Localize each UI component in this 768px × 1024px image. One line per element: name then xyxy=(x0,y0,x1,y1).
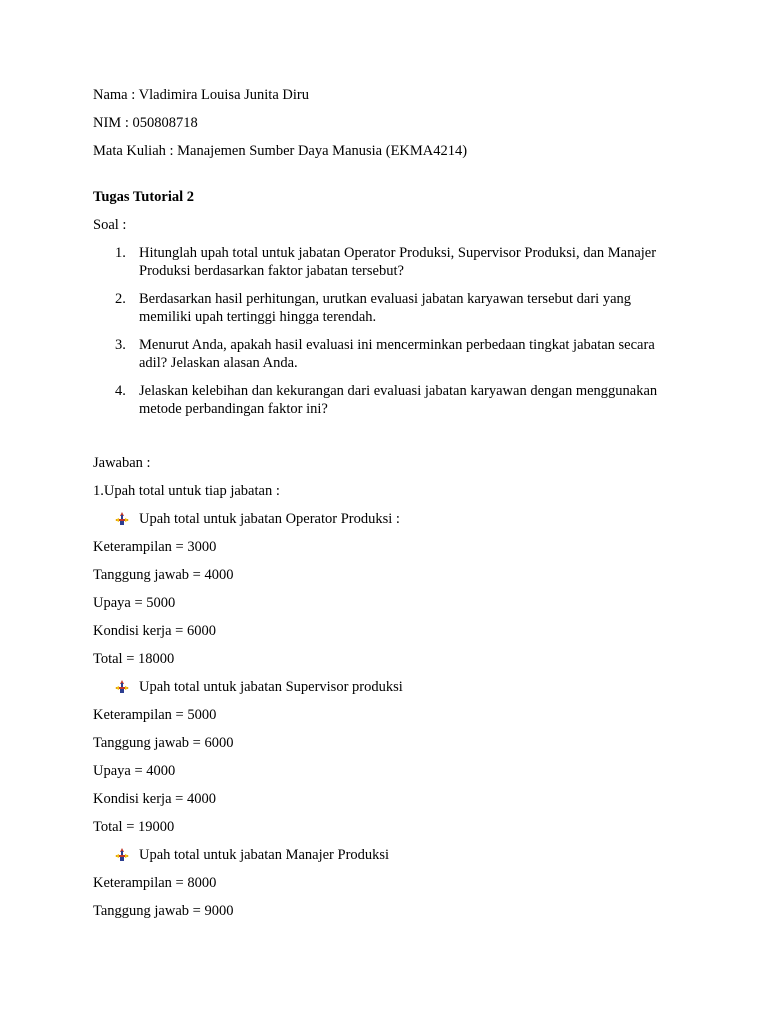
section-heading-supervisor xyxy=(93,678,693,696)
value-line: Keterampilan = 3000 xyxy=(93,539,217,555)
value-line: Upaya = 4000 xyxy=(93,763,176,779)
question-number: 4. xyxy=(115,383,126,399)
questions-list xyxy=(93,244,693,418)
question-text: Berdasarkan hasil perhitungan, urutkan evaluasi jabatan karyawan tersebut dari yang memiliki upah tertinggi hingga terendah. xyxy=(139,291,632,325)
four-color-arrow-bullet-icon xyxy=(115,512,129,526)
question-number: 1. xyxy=(115,245,126,261)
question-number: 3. xyxy=(115,337,126,353)
student-nim: NIM : 050808718 xyxy=(93,115,198,131)
section-heading-manager xyxy=(93,846,693,864)
value-line: Keterampilan = 5000 xyxy=(93,707,217,723)
total-line: Total = 19000 xyxy=(93,819,175,835)
value-line: Upaya = 5000 xyxy=(93,595,176,611)
value-line: Tanggung jawab = 6000 xyxy=(93,735,234,751)
question-text: Hitunglah upah total untuk jabatan Operator Produksi, Supervisor Produksi, dan Manajer Produksi berdasarkan faktor jabatan tersebut? xyxy=(139,245,657,279)
value-line: Keterampilan = 8000 xyxy=(93,875,217,891)
total-line: Total = 18000 xyxy=(93,651,175,667)
section-heading-text: Upah total untuk jabatan Supervisor produksi xyxy=(139,679,403,695)
question-number: 2. xyxy=(115,291,126,307)
question-item xyxy=(93,382,679,418)
questions-label: Soal : xyxy=(93,217,127,233)
document-page xyxy=(93,86,693,920)
question-item xyxy=(93,336,679,372)
section-heading-text: Upah total untuk jabatan Operator Produksi : xyxy=(139,511,400,527)
section-heading-text: Upah total untuk jabatan Manajer Produksi xyxy=(139,847,390,863)
answer-intro: 1.Upah total untuk tiap jabatan : xyxy=(93,483,280,499)
section-heading-operator xyxy=(93,510,693,528)
four-color-arrow-bullet-icon xyxy=(115,680,129,694)
question-item xyxy=(93,290,679,326)
question-item xyxy=(93,244,679,280)
question-text: Jelaskan kelebihan dan kekurangan dari evaluasi jabatan karyawan dengan menggunakan metode perbandingan faktor ini? xyxy=(139,383,658,417)
value-line: Kondisi kerja = 4000 xyxy=(93,791,216,807)
four-color-arrow-bullet-icon xyxy=(115,848,129,862)
value-line: Tanggung jawab = 4000 xyxy=(93,567,234,583)
student-name: Nama : Vladimira Louisa Junita Diru xyxy=(93,87,309,103)
answers-label: Jawaban : xyxy=(93,455,151,471)
value-line: Kondisi kerja = 6000 xyxy=(93,623,216,639)
question-text: Menurut Anda, apakah hasil evaluasi ini mencerminkan perbedaan tingkat jabatan secara adil? Jelaskan alasan Anda. xyxy=(139,337,655,371)
value-line: Tanggung jawab = 9000 xyxy=(93,903,234,919)
assignment-title: Tugas Tutorial 2 xyxy=(93,189,195,205)
course-name: Mata Kuliah : Manajemen Sumber Daya Manusia (EKMA4214) xyxy=(93,143,468,159)
